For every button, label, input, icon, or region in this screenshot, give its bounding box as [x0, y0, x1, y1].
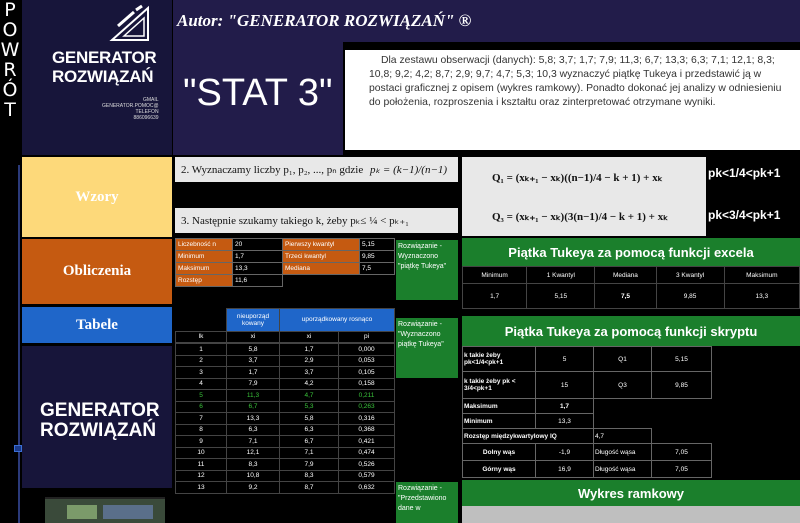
table-cell: 6,7 — [227, 401, 280, 413]
table-cell: 0,263 — [339, 401, 395, 413]
excel-col: 3 Kwantyl — [656, 267, 724, 284]
table-row — [176, 470, 395, 482]
excel-val: 13,3 — [724, 284, 799, 309]
script-cell: Minimum — [463, 414, 536, 429]
table-cell: 4,2 — [280, 378, 339, 390]
table-cell: 11 — [176, 459, 227, 471]
table-cell: 0,579 — [339, 470, 395, 482]
back-letter: O — [2, 19, 18, 41]
table-row — [176, 459, 395, 471]
table-cell: 0,105 — [339, 367, 395, 379]
script-cell: Q1 — [594, 347, 652, 372]
table-row — [176, 436, 395, 448]
script-cell: 5,15 — [652, 347, 712, 372]
header-sorted: uporządkowany rosnąco — [280, 309, 395, 332]
excel-side-label: Rozwiązanie - Wyznaczono "piątkę Tukeya" — [396, 240, 458, 300]
table-cell: 3,7 — [280, 367, 339, 379]
table-cell: 7 — [176, 413, 227, 425]
table-cell: 11,3 — [227, 390, 280, 402]
table-row — [176, 390, 395, 402]
contact-line: GENERATOR.POMOC@ — [102, 103, 159, 109]
col-header: pi — [339, 331, 395, 343]
table-cell: 6,3 — [280, 424, 339, 436]
table-row — [176, 401, 395, 413]
excel-table — [462, 266, 800, 309]
contact-line: TELEFON — [135, 109, 159, 115]
formula-step3-text: 3. Następnie szukamy takiego k, żeby pₖ≤ ¼ < pₖ₊₁ — [181, 215, 409, 227]
boxplot-header: Wykres ramkowy — [462, 480, 800, 506]
table-cell: 5 — [176, 390, 227, 402]
table-cell: 3,7 — [227, 355, 280, 367]
stats-value: 5,15 — [360, 239, 395, 251]
formula-q1 — [462, 157, 706, 202]
logo-title — [52, 48, 156, 86]
formula-q3 — [462, 198, 706, 236]
table-cell: 0,158 — [339, 378, 395, 390]
logo-icon — [108, 4, 156, 44]
table-cell: 0,526 — [339, 459, 395, 471]
stats-row — [176, 275, 395, 287]
table-row — [176, 424, 395, 436]
script-row — [463, 461, 712, 478]
excel-val: 7,5 — [595, 284, 656, 309]
table-cell: 5,8 — [227, 344, 280, 356]
excel-header: Piątka Tukeya za pomocą funkcji excela — [462, 238, 800, 266]
script-cell: 7,05 — [652, 461, 712, 478]
excel-col: Mediana — [595, 267, 656, 284]
table-cell: 0,474 — [339, 447, 395, 459]
table-cell: 7,1 — [280, 447, 339, 459]
script-cell: 13,3 — [536, 414, 594, 429]
table-cell: 6,3 — [227, 424, 280, 436]
formula-step2-eq: pₖ = (k−1)/(n−1) — [370, 164, 448, 176]
condition-q3: pk<3/4<pk+1 — [708, 208, 781, 222]
script-cell: -1,9 — [536, 444, 594, 461]
table-cell: 7,9 — [280, 459, 339, 471]
script-row — [463, 444, 712, 461]
table-cell: 6,7 — [280, 436, 339, 448]
stats-value: 1,7 — [233, 251, 283, 263]
logo-title-line: ROZWIĄZAŃ — [40, 420, 157, 441]
formula-q3-text: Q₃ = (xₖ₊₁ − xₖ)(3(n−1)/4 − k + 1) + xₖ — [492, 211, 668, 223]
table-cell: 2 — [176, 355, 227, 367]
table-row — [176, 367, 395, 379]
script-cell: Dolny wąs — [463, 444, 536, 461]
script-row — [463, 399, 712, 414]
script-cell: 7,05 — [652, 444, 712, 461]
stats-row — [176, 263, 395, 275]
excel-val: 5,15 — [527, 284, 595, 309]
stats-row — [176, 251, 395, 263]
wzory-button[interactable]: Wzory — [22, 157, 172, 237]
script-cell: Długość wąsa — [594, 444, 652, 461]
script-cell: 4,7 — [594, 429, 652, 444]
back-letter: W — [0, 39, 20, 61]
stats-value: 7,5 — [360, 263, 395, 275]
table-cell: 4,7 — [280, 390, 339, 402]
formula-separator — [175, 182, 458, 208]
table-cell: 9,2 — [227, 482, 280, 494]
table-row — [176, 413, 395, 425]
table-row — [176, 482, 395, 494]
data-table — [175, 308, 395, 523]
stats-value: 20 — [233, 239, 283, 251]
logo-title-line: GENERATOR — [52, 48, 157, 67]
script-cell: Q3 — [594, 372, 652, 399]
logo-contact — [102, 97, 159, 121]
scroll-handle[interactable] — [14, 445, 22, 452]
table-cell: 12 — [176, 470, 227, 482]
table-row — [176, 447, 395, 459]
formula-q1-text: Q₁ = (xₖ₊₁ − xₖ)((n−1)/4 − k + 1) + xₖ — [492, 172, 663, 184]
script-cell: 16,9 — [536, 461, 594, 478]
back-letter: R — [3, 59, 17, 81]
obliczenia-button[interactable]: Obliczenia — [22, 239, 172, 304]
script-cell: Rozstęp międzykwartylowy IQ — [463, 429, 594, 444]
table-cell: 5,3 — [280, 401, 339, 413]
script-row — [463, 347, 712, 372]
script-cell: 1,7 — [536, 399, 594, 414]
formula-step2 — [175, 157, 458, 182]
table-cell: 6 — [176, 401, 227, 413]
stats-label: Maksimum — [176, 263, 233, 275]
stats-label: Pierwszy kwantyl — [283, 239, 360, 251]
table-cell: 5,8 — [280, 413, 339, 425]
back-letter: Ó — [2, 79, 18, 101]
table-cell: 12,1 — [227, 447, 280, 459]
table-cell: 10,8 — [227, 470, 280, 482]
table-cell: 0,316 — [339, 413, 395, 425]
script-cell: k takie żeby pk < 3/4<pk+1 — [463, 372, 536, 399]
script-header: Piątka Tukeya za pomocą funkcji skryptu — [462, 316, 800, 346]
logo-title-line: ROZWIĄZAŃ — [52, 67, 154, 86]
excel-col-row — [463, 267, 800, 284]
script-cell: Górny wąs — [463, 461, 536, 478]
script-table — [462, 346, 800, 478]
col-header: xi — [227, 331, 280, 343]
table-row — [176, 355, 395, 367]
script-cell: 5 — [536, 347, 594, 372]
back-button[interactable] — [0, 0, 20, 165]
empty-header — [176, 309, 227, 332]
tabele-button[interactable]: Tabele — [22, 307, 172, 343]
task-description: Dla zestawu obserwacji (danych): 5,8; 3,7; 1,7; 7,9; 11,3; 6,7; 13,3; 6,3; 7,1; 12,1; 8,3; 10,8; 9,2; 4,2; 8,7; 2,9; 9,7; 4,7; 5,3; 10,3 wyznaczyć piątkę Tukeya i przedstawić ją w postaci graficznej z opisem (wykres ramkowy). Ponadto dokonać jej analizy w odniesieniu do położenia, rozproszenia i kształtu oraz zinterpretować otrzymane wyniki. — [345, 50, 800, 150]
excel-val-row — [463, 284, 800, 309]
stats-label: Mediana — [283, 263, 360, 275]
excel-col: Maksimum — [724, 267, 799, 284]
stats-value: 11,6 — [233, 275, 283, 287]
left-divider — [18, 165, 20, 523]
excel-col: Minimum — [463, 267, 527, 284]
formula-step2-text: 2. Wyznaczamy liczby p₁, p₂, ..., pₙ gdzie — [181, 164, 364, 176]
table-cell: 10 — [176, 447, 227, 459]
stats-label: Minimum — [176, 251, 233, 263]
script-row — [463, 372, 712, 399]
contact-line: 886096639 — [133, 115, 159, 121]
table-cell: 8 — [176, 424, 227, 436]
table-cell: 8,3 — [227, 459, 280, 471]
data-table-body — [175, 343, 395, 494]
stats-table — [175, 238, 395, 296]
stats-empty — [283, 275, 360, 287]
table-cell: 1,7 — [280, 344, 339, 356]
back-letter: T — [4, 99, 16, 121]
script-cell: 9,85 — [652, 372, 712, 399]
script-cell: Maksimum — [463, 399, 536, 414]
page-title: "STAT 3" — [173, 42, 343, 155]
logo-title-line: GENERATOR — [40, 400, 160, 421]
table-cell: 0,053 — [339, 355, 395, 367]
table-cell: 9 — [176, 436, 227, 448]
table-cell: 0,632 — [339, 482, 395, 494]
excel-val: 9,85 — [656, 284, 724, 309]
back-letter: P — [4, 0, 16, 21]
stats-label: Trzeci kwantyl — [283, 251, 360, 263]
col-header: lk — [176, 331, 227, 343]
stats-label: Liczebność n — [176, 239, 233, 251]
table-cell: 8,3 — [280, 470, 339, 482]
stats-label: Rozstęp — [176, 275, 233, 287]
table-cell: 2,9 — [280, 355, 339, 367]
excel-col: 1 Kwantyl — [527, 267, 595, 284]
table-cell: 1,7 — [227, 367, 280, 379]
excel-val: 1,7 — [463, 284, 527, 309]
data-table-col-header — [176, 331, 395, 343]
author-title: Autor: "GENERATOR ROZWIĄZAŃ" ® — [173, 0, 800, 42]
table-cell: 13,3 — [227, 413, 280, 425]
col-header: xi — [280, 331, 339, 343]
table-cell: 0,211 — [339, 390, 395, 402]
script-cell: k takie żeby pk<1/4<pk+1 — [463, 347, 536, 372]
table-cell: 3 — [176, 367, 227, 379]
table-cell: 13 — [176, 482, 227, 494]
logo — [22, 0, 172, 155]
formula-step3 — [175, 208, 458, 233]
table-row — [176, 344, 395, 356]
stats-value: 9,85 — [360, 251, 395, 263]
thumbnail-image[interactable] — [45, 497, 165, 523]
table-row — [176, 378, 395, 390]
table-cell: 8,7 — [280, 482, 339, 494]
table-cell: 0,368 — [339, 424, 395, 436]
contact-line: GMAIL — [143, 97, 159, 103]
condition-q1: pk<1/4<pk+1 — [708, 166, 781, 180]
script-cell: Długość wąsa — [594, 461, 652, 478]
stats-row — [176, 239, 395, 251]
table-cell: 0,421 — [339, 436, 395, 448]
data-table-group-header — [176, 309, 395, 332]
logo-secondary — [22, 346, 172, 488]
stats-empty — [360, 275, 395, 287]
script-cell: 15 — [536, 372, 594, 399]
boxplot-area — [462, 506, 800, 523]
table-cell: 7,9 — [227, 378, 280, 390]
table-cell: 0,000 — [339, 344, 395, 356]
table-cell: 7,1 — [227, 436, 280, 448]
script-row — [463, 429, 712, 444]
script-side-label: Rozwiązanie - "Wyznaczono piątkę Tukeya" — [396, 318, 458, 378]
boxplot-side-label: Rozwiązanie - "Przedstawiono dane w — [396, 482, 458, 523]
header-unsorted: nieuporząd kowany — [227, 309, 280, 332]
table-cell: 1 — [176, 344, 227, 356]
stats-value: 13,3 — [233, 263, 283, 275]
table-cell: 4 — [176, 378, 227, 390]
script-row — [463, 414, 712, 429]
